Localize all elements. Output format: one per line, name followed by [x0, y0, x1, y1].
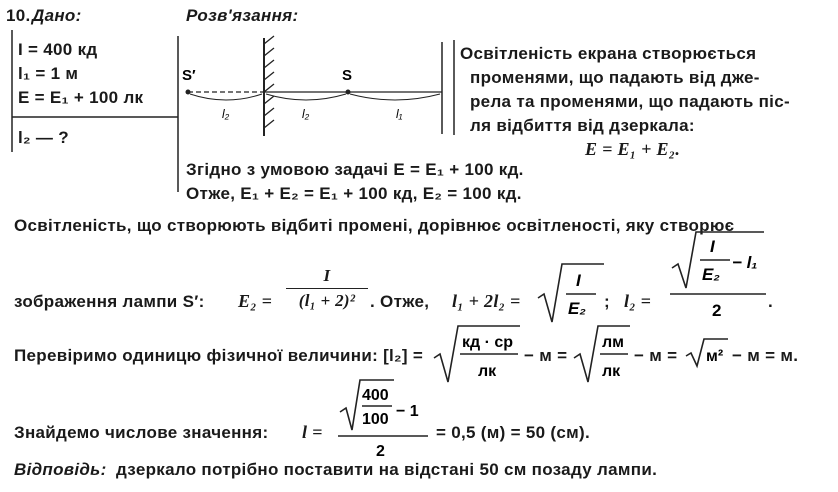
- given-l1: l₁ = 1 м: [18, 64, 79, 83]
- answer-text: дзеркало потрібно поставити на відстані 50 см позаду лампи.: [116, 460, 658, 479]
- units-num-2: лм: [602, 334, 624, 351]
- units-tail: − м = м.: [732, 346, 799, 365]
- condition-line-2: Отже, E₁ + E₂ = E₁ + 100 кд, E₂ = 100 кд.: [186, 184, 522, 203]
- so-text: . Отже,: [370, 292, 430, 311]
- units-minus-1: − м =: [524, 346, 568, 365]
- units-sqrt-2: [572, 322, 632, 388]
- numeric-l: l =: [302, 422, 323, 442]
- explain-line-1: Освітленість екрана створюється: [460, 44, 757, 63]
- numeric-400: 400: [362, 387, 389, 404]
- explain-line-4: ля відбиття від дзеркала:: [470, 116, 695, 135]
- units-minus-2: − м =: [634, 346, 678, 365]
- find-l2: l₂ — ?: [18, 128, 69, 147]
- units-num-1: кд · ср: [462, 334, 514, 351]
- label-l2-mid: l₂: [302, 107, 310, 121]
- image-lamp-prefix: зображення лампи S′:: [14, 292, 205, 311]
- numeric-denominator: 2: [376, 443, 385, 460]
- semicolon: ;: [604, 292, 610, 311]
- given-intensity: I = 400 кд: [18, 40, 98, 59]
- l2-num-i: I: [710, 237, 715, 256]
- e2-numerator: I: [323, 266, 331, 285]
- explain-line-3: рела та променями, що падають піс-: [470, 92, 790, 111]
- label-s: S: [342, 67, 353, 84]
- sqrt-den-e2: E₂: [568, 299, 586, 318]
- sqrt-num-i: I: [576, 271, 581, 290]
- numeric-prefix: Знайдемо числове значення:: [14, 423, 269, 442]
- l2-num-e2: E₂: [702, 265, 720, 284]
- l2-period: .: [768, 292, 774, 311]
- l1-2l2-lhs: l₁ + 2l₂ =: [452, 291, 521, 311]
- given-label: Дано:: [32, 6, 82, 25]
- label-s-prime: S′: [182, 67, 196, 84]
- units-sqrt-3: [684, 336, 730, 370]
- numeric-fraction: [336, 376, 432, 462]
- image-source-dot: [186, 90, 191, 95]
- l2-denominator: 2: [712, 301, 722, 320]
- numeric-100: 100: [362, 411, 389, 428]
- l2-minus-l1: − l₁: [732, 253, 758, 272]
- l2-lhs: l₂ =: [624, 291, 652, 311]
- given-illuminance: E = E₁ + 100 лк: [18, 88, 144, 107]
- mirror-icon: [264, 36, 274, 136]
- paragraph-line-1: Освітленість, що створюють відбиті промені, дорівнює освітленості, яку створює: [14, 216, 735, 235]
- answer-label: Відповідь:: [14, 460, 107, 479]
- units-den-2: лк: [602, 363, 621, 380]
- explain-line-2: променями, що падають від дже-: [470, 68, 760, 87]
- e2-denominator: (l₁ + 2)²: [298, 291, 356, 310]
- condition-line-1: Згідно з умовою задачі E = E₁ + 100 кд.: [186, 160, 524, 179]
- problem-number: 10.: [6, 6, 31, 25]
- e2-fraction: [286, 266, 368, 311]
- label-l2-left: l₂: [222, 107, 230, 121]
- sqrt-i-over-e2: [536, 258, 606, 328]
- source-dot: [346, 90, 351, 95]
- e2-lhs: E₂ =: [238, 291, 273, 311]
- numeric-minus-1: − 1: [396, 403, 419, 420]
- solution-label: Розв'язання:: [186, 6, 299, 25]
- units-sqrt-1: [432, 322, 522, 388]
- units-m-squared: м²: [706, 348, 724, 365]
- mirror-diagram: [180, 34, 450, 144]
- units-prefix: Перевіримо одиницю фізичної величини: [l₂] =: [14, 346, 424, 365]
- illuminance-formula: E = E₁ + E₂.: [585, 139, 681, 159]
- l2-fraction: [668, 228, 768, 324]
- numeric-result: = 0,5 (м) = 50 (см).: [436, 423, 590, 442]
- units-den-1: лк: [478, 363, 497, 380]
- label-l1: l₁: [396, 107, 403, 121]
